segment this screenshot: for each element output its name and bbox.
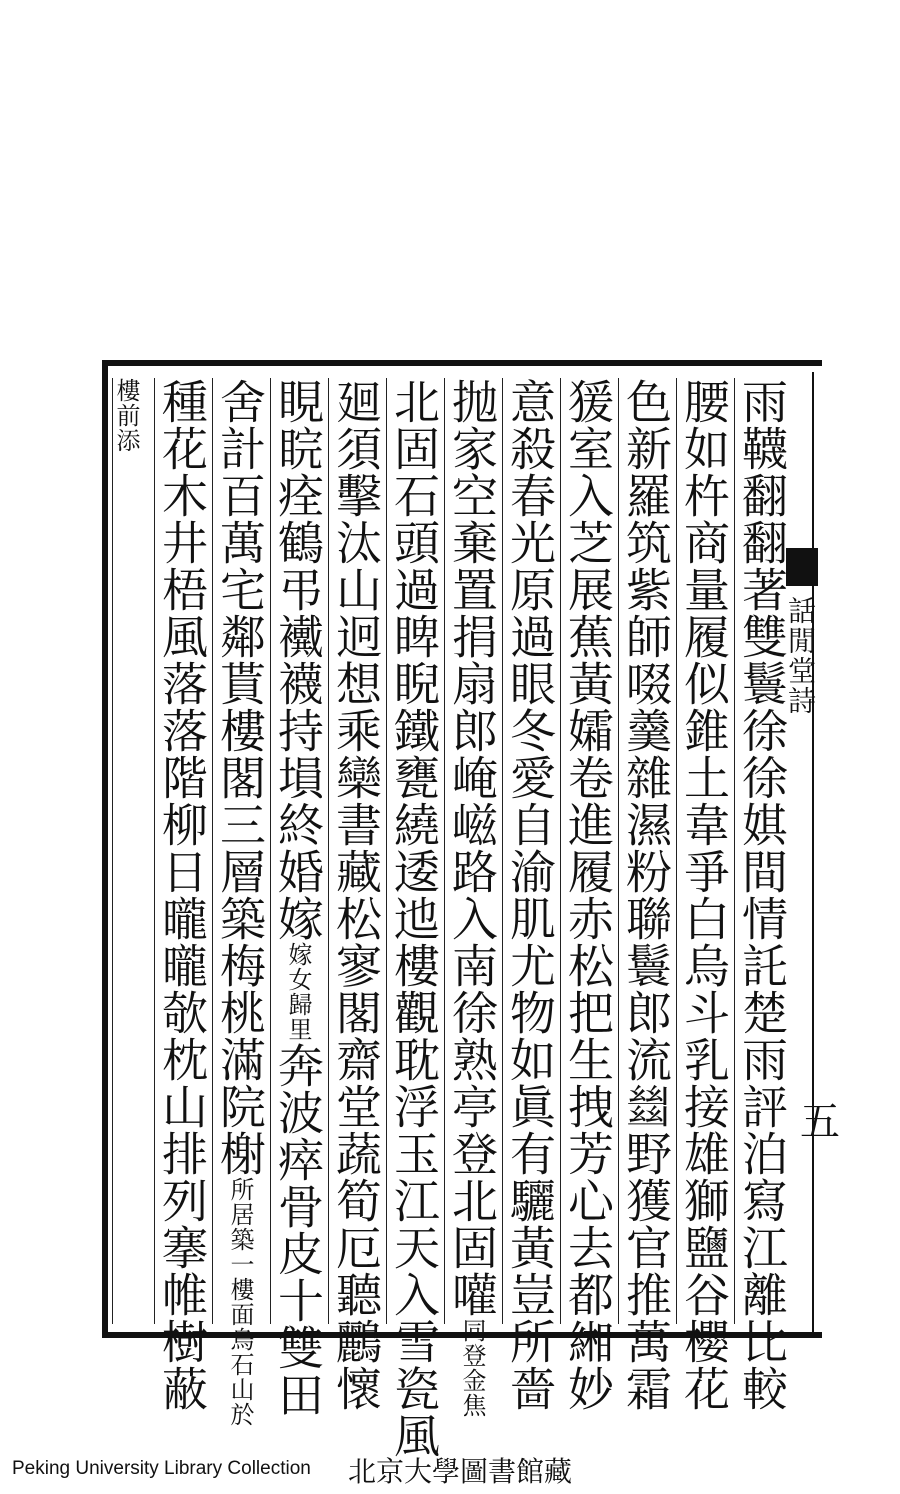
text-column	[328, 378, 384, 1412]
column-text: 抛家空棄置捐扇郎崦嵫路入南徐熟亭登北固嚾	[445, 378, 499, 1318]
text-column	[560, 378, 616, 1412]
text-column	[734, 378, 790, 1412]
column-text: 廻須擊汰山迥想乘欒書藏松寥閣齋堂蔬筍厄聽鸝懷	[329, 378, 383, 1412]
text-column	[676, 378, 732, 1412]
text-column	[154, 378, 210, 1412]
text-column	[618, 378, 674, 1412]
column-text: 睍睆痊鶴弔襶襪持塤終婚嫁	[271, 378, 325, 942]
column-text: 種花木井梧風落落階柳日曨曨欹枕山排列搴帷樹蔽	[155, 378, 209, 1412]
text-column	[444, 378, 500, 1418]
interlinear-note: 同登金焦	[458, 1318, 486, 1418]
column-text: 腰如杵商量履似錐土韋爭白烏斗乳接雄獅鹽谷櫻花	[677, 378, 731, 1412]
collection-credit-en: Peking University Library Collection	[12, 1458, 311, 1479]
text-column	[386, 378, 442, 1459]
interlinear-note: 嫁女歸里	[284, 942, 312, 1042]
folio-number: 五	[800, 1099, 840, 1145]
text-column	[502, 378, 558, 1412]
column-head-note: 樓前添	[112, 378, 140, 453]
text-column	[112, 378, 154, 1324]
column-text: 色新羅筑紫師啜羹雜濕粉聯鬟郎流𢇍野獲官推萬霜	[619, 378, 673, 1412]
column-text: 北固石頭過睥睨鐵甕繞逶迆樓觀耽浮玉江天入雪瓷風	[387, 378, 441, 1459]
column-text: 猨室入芝展蕉黃孀卷進履赤松把生拽芳心去都緗妙	[561, 378, 615, 1412]
column-text-continued: 奔波瘁骨皮十雙田	[271, 1042, 325, 1418]
column-text: 舍計百萬宅鄰貰樓閣三層築梅桃滿院榭	[213, 378, 267, 1177]
column-text: 雨韈翻翻著雙鬟徐徐娸間情託楚雨評泊寫江離比較	[735, 378, 789, 1412]
collection-credit-zh: 北京大學圖書館藏	[348, 1455, 573, 1488]
frame-right-rule	[812, 372, 814, 1332]
interlinear-note: 所居築一樓面烏石山於	[226, 1177, 254, 1427]
column-text: 意殺春光原過眼冬愛自渝肌尤物如眞有驪黃豈所嗇	[503, 378, 557, 1412]
text-column	[212, 378, 268, 1427]
text-column	[270, 378, 326, 1418]
gutter-title: 話閒堂詩	[784, 596, 817, 716]
gutter-fishtail-mark	[786, 548, 818, 586]
